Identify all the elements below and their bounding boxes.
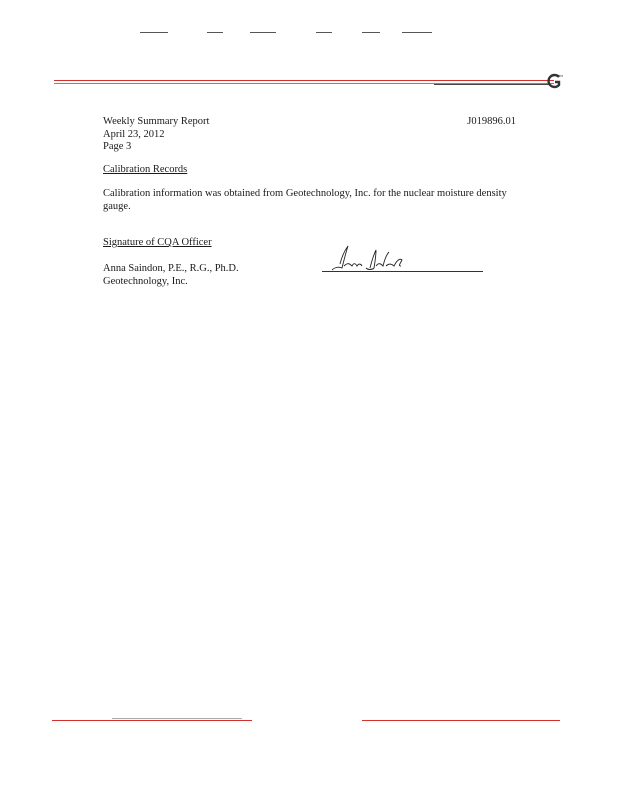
report-header [103, 116, 209, 154]
page-number: Page 3 [103, 141, 132, 152]
handwritten-signature [326, 244, 416, 274]
signature-line [322, 271, 483, 272]
report-title: Weekly Summary Report [103, 116, 210, 127]
footer-rule [52, 716, 562, 726]
signer-company: Geotechnology, Inc. [103, 275, 188, 287]
report-date: April 23, 2012 [103, 128, 165, 140]
calibration-title: Calibration Records [103, 164, 188, 175]
job-number: J019896.01 [467, 116, 516, 127]
signer-name: Anna Saindon, P.E., R.G., Ph.D. [103, 263, 239, 274]
signer-block [103, 263, 239, 288]
signature-title: Signature of CQA Officer [103, 237, 212, 248]
letterhead-remnant [140, 32, 440, 34]
svg-text:TM: TM [558, 74, 563, 78]
calibration-paragraph: Calibration information was obtained from Geotechnology, Inc. for the nuclear moisture density gauge. [103, 188, 507, 212]
company-logo-icon [548, 74, 562, 88]
header-rule [54, 72, 566, 88]
